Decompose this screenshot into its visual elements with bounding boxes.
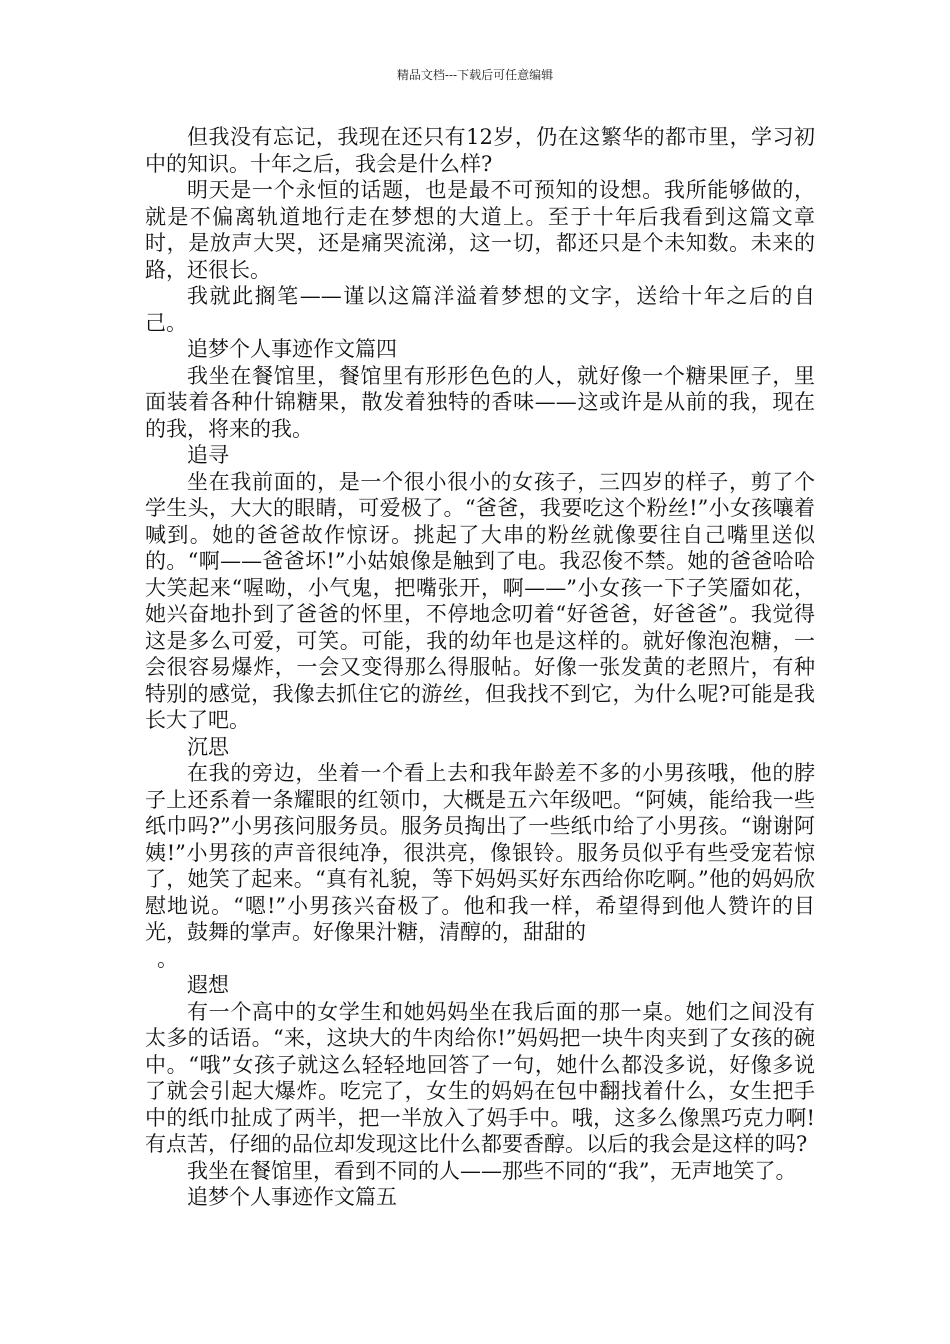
section-heading: 追梦个人事迹作文篇五 bbox=[187, 1185, 397, 1209]
subheading: 沉思 bbox=[187, 734, 229, 759]
paragraph: 坐在我前面的，是一个很小很小的女孩子，三四岁的样子，剪了个学生头，大大的眼睛，可爱极了。“爸爸，我要吃这个粉丝!”小女孩嚷着喊到。她的爸爸故作惊讶。挑起了大串的粉丝就像要往自己嘴里送似的。“啊——爸爸坏!”小姑娘像是触到了电。我忍俊不禁。她的爸爸哈哈大笑起来“喔呦，小气鬼，把嘴张开，啊——”小女孩一下子笑靥如花，她兴奋地扑到了爸爸的怀里，不停地念叨着“好爸爸，好爸爸”。我觉得这是多么可爱，可笑。可能，我的幼年也是这样的。就好像泡泡糖，一会很容易爆炸，一会又变得那么得服帖。好像一张发黄的老照片，有种特别的感觉，我像去抓住它的游丝，但我找不到它，为什么呢?可能是我长大了吧。 bbox=[145, 469, 815, 732]
paragraph: 明天是一个永恒的话题，也是最不可预知的设想。我所能够做的，就是不偏离轨道地行走在梦想的大道上。至于十年后我看到这篇文章时，是放声大哭，还是痛哭流涕，这一切，都还只是个未知数。未来的路，还很长。 bbox=[145, 178, 815, 282]
subheading: 遐想 bbox=[187, 973, 229, 997]
stray-punctuation: 。 bbox=[157, 946, 178, 971]
paragraph: 在我的旁边，坐着一个看上去和我年龄差不多的小男孩哦，他的脖子上还系着一条耀眼的红领巾，大概是五六年级吧。“阿姨，能给我一些纸巾吗?”小男孩问服务员。服务员掏出了一些纸巾给了小男孩。“谢谢阿姨!”小男孩的声音很纯净，很洪亮，像银铃。服务员似乎有些受宠若惊了，她笑了起来。“真有礼貌，等下妈妈买好东西给你吃啊。”他的妈妈欣慰地说。“嗯!”小男孩兴奋极了。他和我一样，希望得到他人赞许的目光，鼓舞的掌声。好像果汁糖，清醇的，甜甜的 bbox=[145, 761, 815, 944]
subheading: 追寻 bbox=[187, 443, 229, 467]
document-body bbox=[145, 124, 815, 1211]
section-heading: 追梦个人事迹作文篇四 bbox=[187, 337, 397, 361]
paragraph: 我就此搁笔——谨以这篇洋溢着梦想的文字，送给十年之后的自己。 bbox=[145, 284, 815, 335]
paragraph: 我坐在餐馆里，餐馆里有形形色色的人，就好像一个糖果匣子，里面装着各种什锦糖果，散发着独特的香味——这或许是从前的我，现在的我，将来的我。 bbox=[145, 363, 815, 441]
paragraph: 我坐在餐馆里，看到不同的人——那些不同的“我”，无声地笑了。 bbox=[187, 1158, 797, 1183]
paragraph: 有一个高中的女学生和她妈妈坐在我后面的那一桌。她们之间没有太多的话语。“来，这块大的牛肉给你!”妈妈把一块牛肉夹到了女孩的碗中。“哦”女孩子就这么轻轻地回答了一句，她什么都没多说，好像多说了就会引起大爆炸。吃完了，女生的妈妈在包中翻找着什么，女生把手中的纸巾扯成了两半，把一半放入了妈手中。哦，这多么像黑巧克力啊!有点苦，仔细的品位却发现这比什么都要香醇。以后的我会是这样的吗? bbox=[145, 999, 815, 1156]
page-header: 精品文档---下载后可任意编辑 bbox=[396, 68, 554, 82]
paragraph: 但我没有忘记，我现在还只有12岁，仍在这繁华的都市里，学习初中的知识。十年之后，我会是什么样? bbox=[145, 125, 815, 176]
